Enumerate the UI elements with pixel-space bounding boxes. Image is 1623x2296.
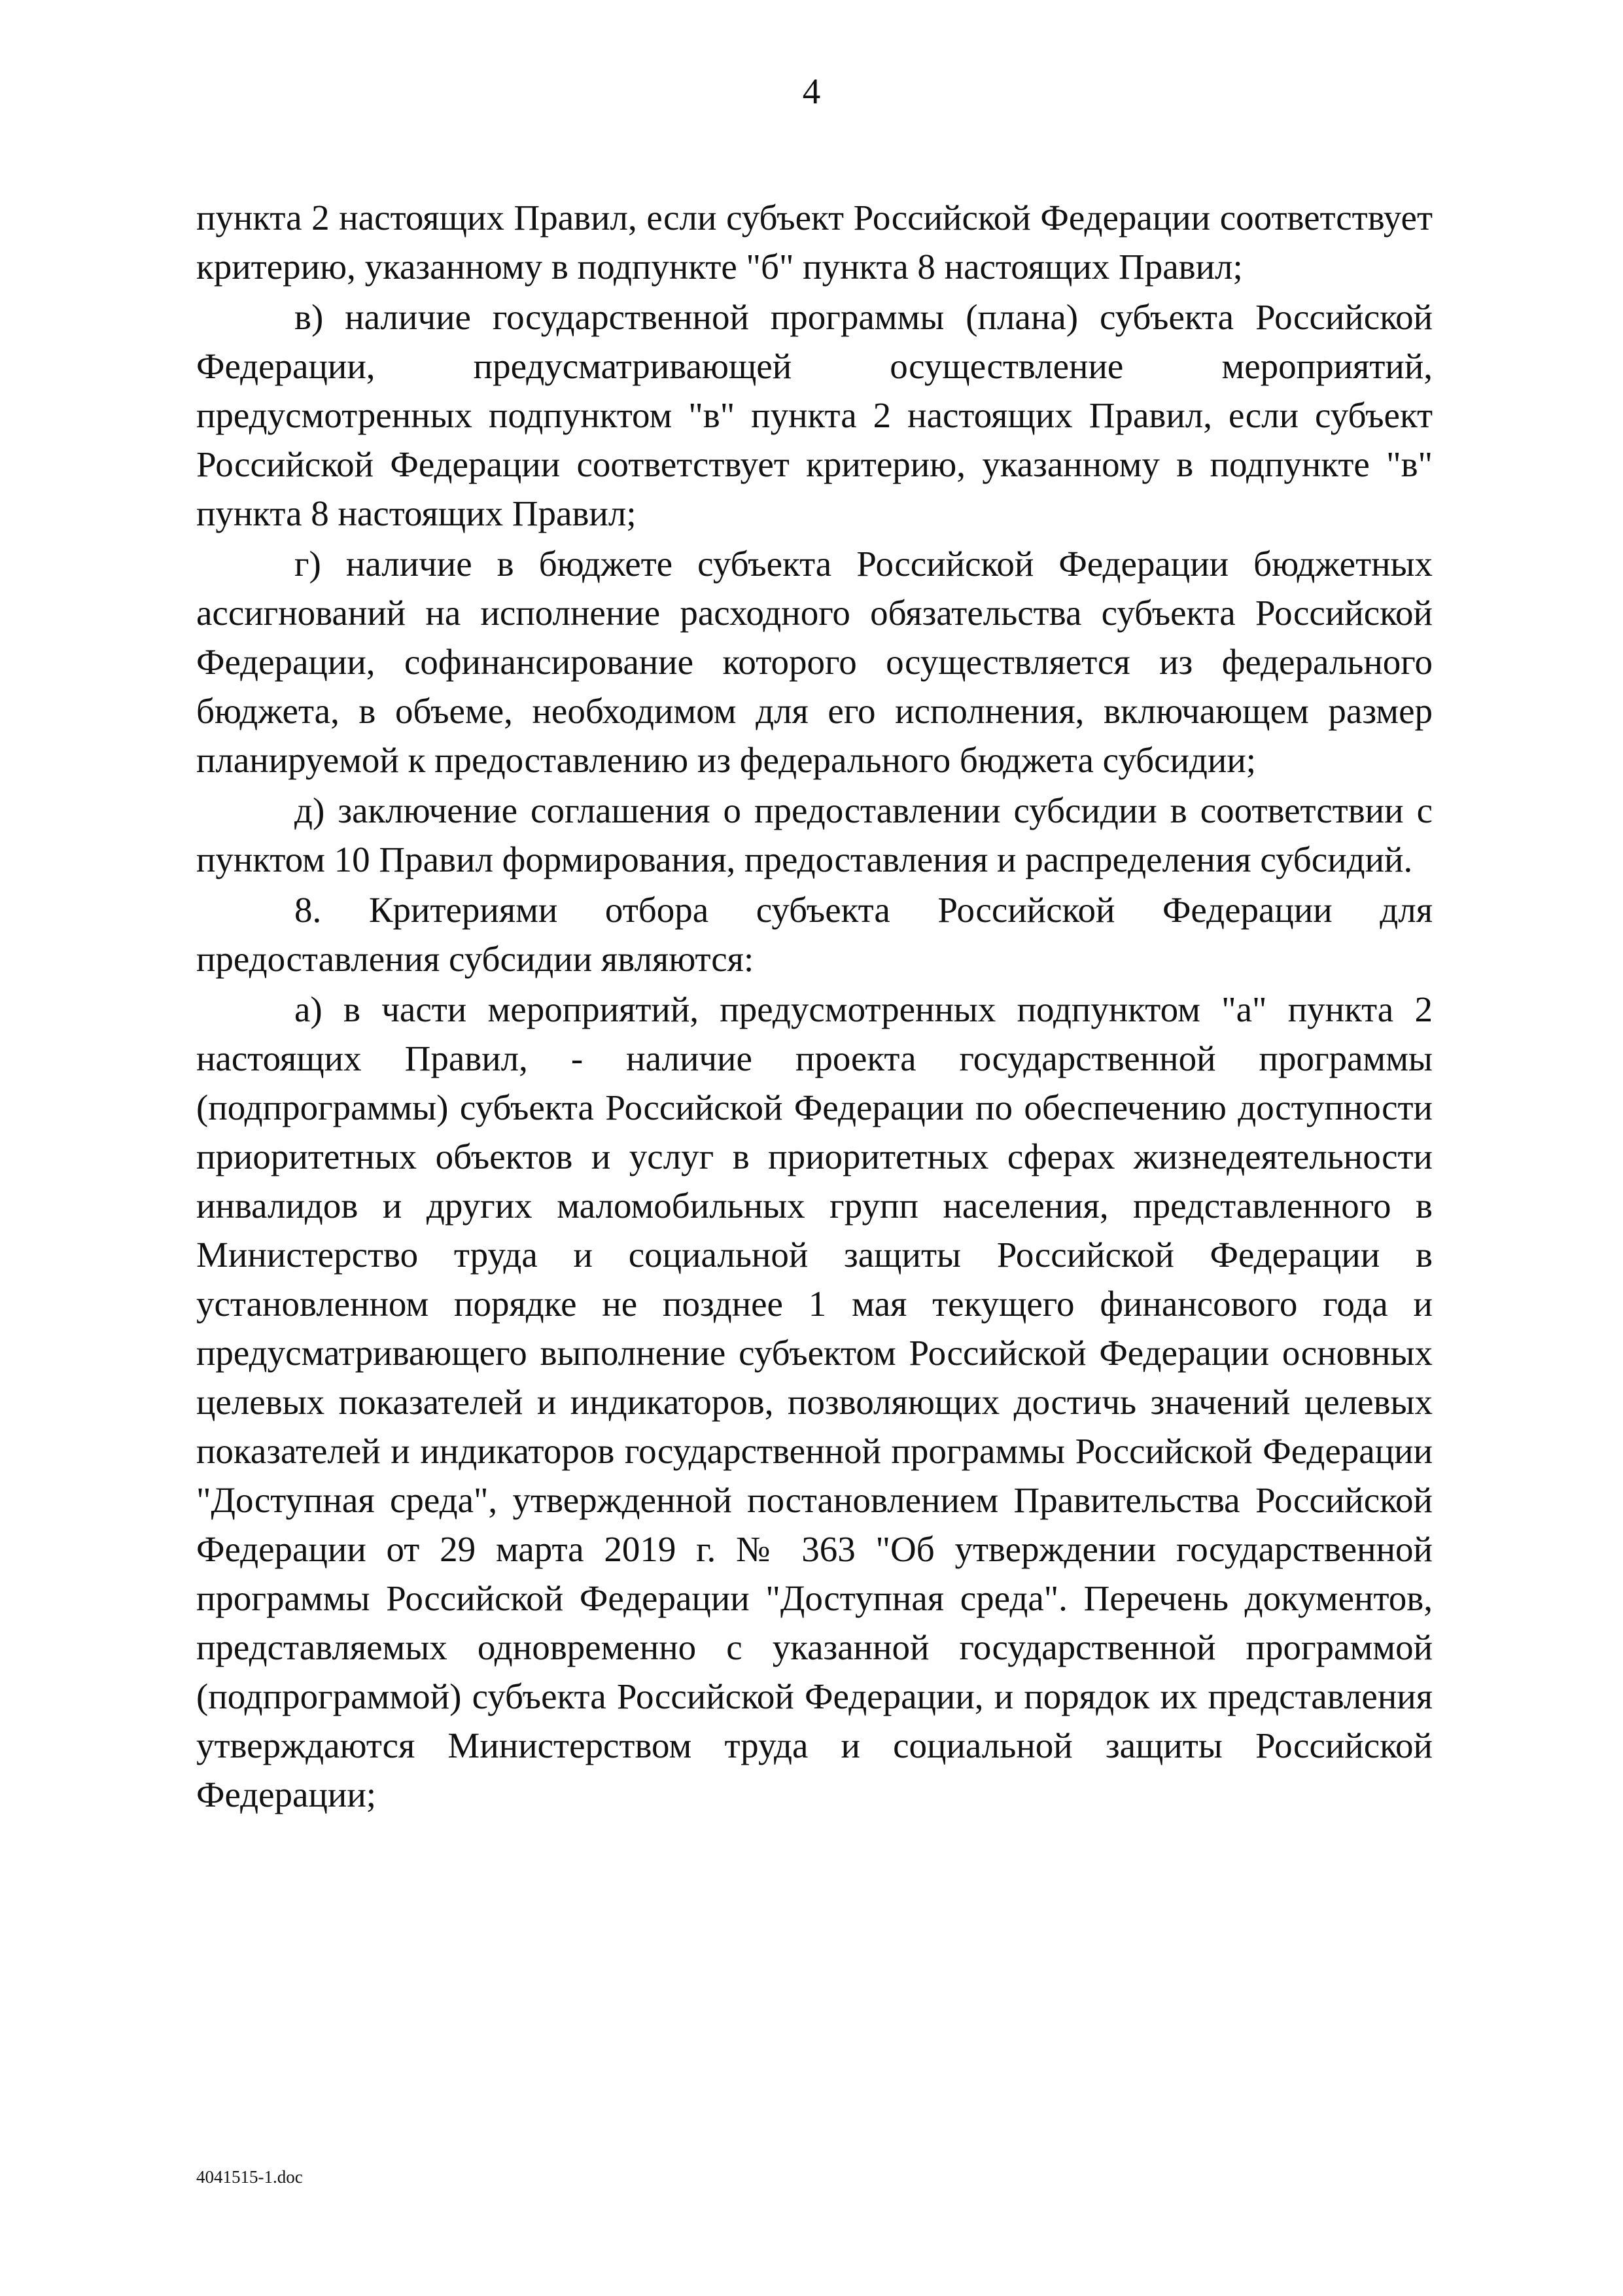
paragraph-item-a: а) в части мероприятий, предусмотренных подпунктом "а" пункта 2 настоящих Правил, - наличие проекта государственной программы (подпрограммы) субъекта Российской Федерации по обеспечению доступности приоритетных объектов и услуг в приоритетных сферах жизнедеятельности инвалидов и других маломобильных групп населения, представленного в Министерство труда и социальной защиты Российской Федерации в установленном порядке не позднее 1 мая текущего финансового года и предусматривающего выполнение субъектом Российской Федерации основных целевых показателей и индикаторов, позволяющих достичь значений целевых показателей и индикаторов государственной программы Российской Федерации "Доступная среда", утвержденной постановлением Правительства Российской Федерации от 29 марта 2019 г. № 363 "Об утверждении государственной программы Российской Федерации "Доступная среда". Перечень документов, представляемых одновременно с указанной государственной программой (подпрограммой) субъекта Российской Федерации, и порядок их представления утверждаются Министерством труда и социальной защиты Российской Федерации; <box>196 989 1433 1814</box>
document-body <box>196 193 1433 1820</box>
paragraph-item-d: д) заключение соглашения о предоставлении субсидии в соответствии с пунктом 10 Правил формирования, предоставления и распределения субсидий. <box>196 790 1433 879</box>
paragraph-item-g: г) наличие в бюджете субъекта Российской Федерации бюджетных ассигнований на исполнение расходного обязательства субъекта Российской Федерации, софинансирование которого осуществляется из федерального бюджета, в объеме, необходимом для его исполнения, включающем размер планируемой к предоставлению из федерального бюджета субсидии; <box>196 544 1433 780</box>
page-number: 4 <box>802 71 821 111</box>
paragraph-clause-8: 8. Критериями отбора субъекта Российской Федерации для предоставления субсидии являются: <box>196 890 1433 979</box>
paragraph-item-v: в) наличие государственной программы (плана) субъекта Российской Федерации, предусматривающей осуществление мероприятий, предусмотренных подпунктом "в" пункта 2 настоящих Правил, если субъект Российской Федерации соответствует критерию, указанному в подпункте "в" пункта 8 настоящих Правил; <box>196 297 1433 533</box>
footer-file-code: 4041515-1.doc <box>196 2167 303 2187</box>
paragraph-continuation: пункта 2 настоящих Правил, если субъект Российской Федерации соответствует критерию, указанному в подпункте "б" пункта 8 настоящих Правил; <box>196 198 1433 287</box>
